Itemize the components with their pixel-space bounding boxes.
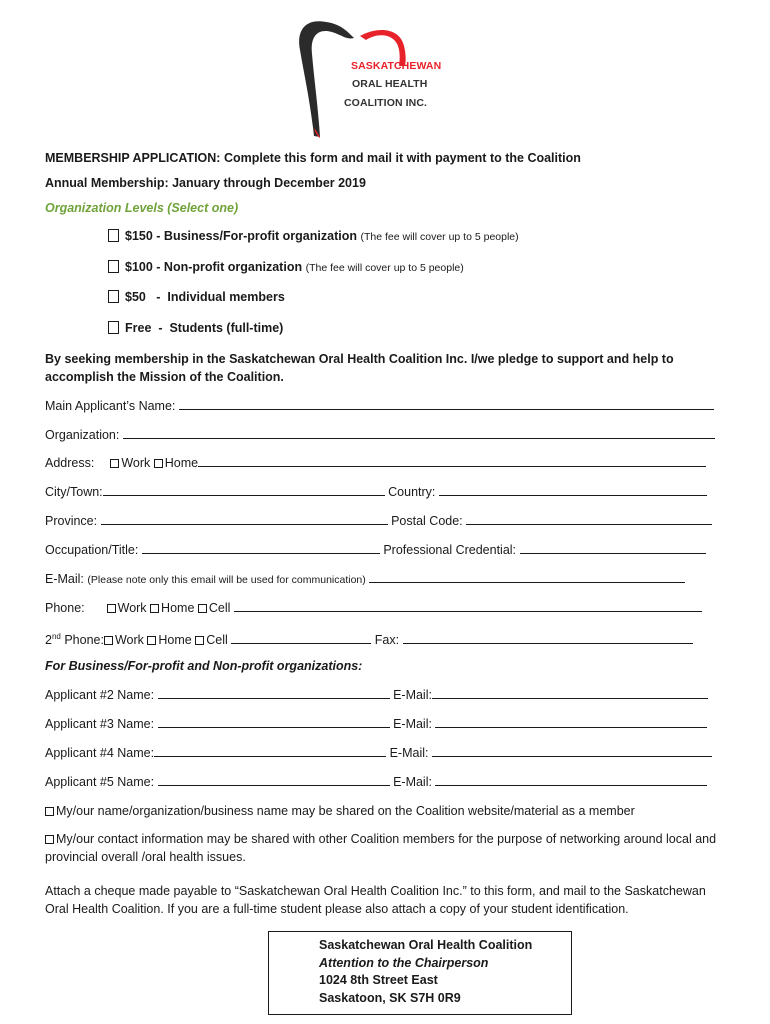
- email-row: [45, 571, 685, 588]
- phone2-field[interactable]: [231, 632, 371, 644]
- coalition-logo: [296, 16, 456, 142]
- address-work-label: Work: [121, 456, 151, 470]
- mailing-org: Saskatchewan Oral Health Coalition: [319, 938, 533, 952]
- applicant-label: Applicant #3 Name:: [45, 717, 155, 731]
- applicant-email-label: E-Mail:: [389, 746, 429, 760]
- phone2-label: Phone:: [64, 633, 104, 648]
- level-label: $100 - Non-profit organization: [125, 260, 303, 274]
- applicant-email-label: E-Mail:: [393, 717, 432, 731]
- applicant-email-field[interactable]: [435, 716, 707, 728]
- level-note: (The fee will cover up to 5 people): [360, 231, 519, 243]
- applicant-name-field[interactable]: [158, 687, 390, 699]
- address-row: [45, 455, 706, 471]
- phone2-work-label: Work: [114, 633, 144, 648]
- email-field[interactable]: [369, 571, 685, 583]
- applicant-label: Applicant #2 Name:: [45, 688, 155, 702]
- email-note: (Please note only this email will be used for communication): [87, 574, 366, 586]
- mailing-attention: Attention to the Chairperson: [319, 955, 489, 970]
- address-field[interactable]: [198, 455, 706, 467]
- organization-field[interactable]: [123, 427, 715, 439]
- phone2-home-checkbox[interactable]: [147, 636, 156, 645]
- province-field[interactable]: [101, 513, 388, 525]
- phone-row: [45, 600, 702, 616]
- city-label: City/Town:: [45, 485, 103, 499]
- form-title: MEMBERSHIP APPLICATION: Complete this form and mail it with payment to the Coalition: [45, 151, 581, 165]
- level-checkbox[interactable]: [108, 290, 119, 303]
- province-label: Province:: [45, 514, 98, 528]
- fax-label: Fax:: [374, 633, 400, 648]
- attach-instructions: Attach a cheque made payable to “Saskatchewan Oral Health Coalition Inc.” to this form, and mail to the Saskatchewan Oral Health Coalition. If you are a full-time student please also attach a copy of your student identification.: [45, 884, 706, 916]
- applicant-row: [45, 774, 707, 790]
- level-checkbox[interactable]: [108, 321, 119, 334]
- occupation-label: Occupation/Title:: [45, 543, 139, 557]
- consent-share-name: [45, 803, 635, 819]
- level-checkbox[interactable]: [108, 229, 119, 242]
- consent-share-name-label: My/our name/organization/business name may be shared on the Coalition website/material as a member: [56, 804, 635, 818]
- credential-label: Professional Credential:: [383, 543, 517, 557]
- address-home-label: Home: [164, 456, 199, 470]
- phone2-fax-row: [45, 629, 693, 648]
- level-option-nonprofit[interactable]: [108, 260, 464, 274]
- phone-home-checkbox[interactable]: [150, 604, 159, 613]
- applicant-label: Applicant #4 Name:: [45, 746, 155, 760]
- email-label: E-Mail:: [45, 572, 84, 586]
- phone2-home-label: Home: [158, 633, 192, 648]
- mailing-address-box: [268, 931, 572, 1015]
- phone2-sup: nd: [51, 632, 61, 641]
- phone2-work-checkbox[interactable]: [104, 636, 113, 645]
- occupation-field[interactable]: [142, 542, 380, 554]
- applicant-email-field[interactable]: [435, 774, 707, 786]
- credential-field[interactable]: [520, 542, 706, 554]
- level-option-student[interactable]: [108, 321, 283, 335]
- mailing-city: Saskatoon, SK S7H 0R9: [319, 990, 461, 1005]
- level-note: (The fee will cover up to 5 people): [305, 262, 464, 274]
- consent-share-contact-label: My/our contact information may be shared with other Coalition members for the purpose of networking around local and provincial overall /oral health issues.: [45, 832, 717, 864]
- main-applicant-label: Main Applicant’s Name:: [45, 399, 176, 413]
- phone-home-label: Home: [161, 601, 195, 615]
- phone-label: Phone:: [45, 601, 85, 615]
- organization-label: Organization:: [45, 428, 120, 442]
- address-work-checkbox[interactable]: [110, 459, 119, 468]
- address-label: Address:: [45, 456, 95, 470]
- consent-share-contact-checkbox[interactable]: [45, 835, 54, 844]
- annual-membership: Annual Membership: January through December 2019: [45, 176, 366, 190]
- logo-text-oral-health: ORAL HEALTH: [352, 78, 428, 90]
- city-country-row: [45, 484, 707, 500]
- fax-field[interactable]: [403, 632, 693, 644]
- organization-row: [45, 427, 715, 443]
- phone-work-checkbox[interactable]: [107, 604, 116, 613]
- phone-cell-label: Cell: [208, 601, 231, 615]
- phone2-prefix: 2: [45, 633, 52, 648]
- level-checkbox[interactable]: [108, 260, 119, 273]
- province-postal-row: [45, 513, 712, 529]
- applicant-name-field[interactable]: [158, 774, 390, 786]
- main-applicant-row: [45, 398, 714, 414]
- phone2-cell-checkbox[interactable]: [195, 636, 204, 645]
- country-label: Country:: [388, 485, 436, 499]
- city-field[interactable]: [103, 484, 385, 496]
- applicant-row: [45, 745, 712, 761]
- applicant-row: [45, 716, 707, 732]
- postal-label: Postal Code:: [391, 514, 463, 528]
- applicant-name-field[interactable]: [154, 745, 386, 757]
- level-option-business[interactable]: [108, 229, 519, 243]
- applicant-email-label: E-Mail:: [393, 775, 432, 789]
- applicant-email-field[interactable]: [432, 745, 712, 757]
- applicant-email-label: E-Mail:: [393, 688, 432, 702]
- postal-field[interactable]: [466, 513, 712, 525]
- logo-text-saskatchewan: SASKATCHEWAN: [351, 60, 442, 72]
- applicant-label: Applicant #5 Name:: [45, 775, 155, 789]
- level-option-individual[interactable]: [108, 290, 285, 304]
- occupation-credential-row: [45, 542, 706, 558]
- pledge-statement: By seeking membership in the Saskatchewan Oral Health Coalition Inc. I/we pledge to support and help to accomplish the Mission of the Coalition.: [45, 352, 674, 384]
- address-home-checkbox[interactable]: [154, 459, 163, 468]
- level-label: $150 - Business/For-profit organization: [125, 229, 357, 243]
- main-applicant-field[interactable]: [179, 398, 714, 410]
- mailing-street: 1024 8th Street East: [319, 973, 438, 987]
- consent-share-name-checkbox[interactable]: [45, 807, 54, 816]
- applicant-email-field[interactable]: [432, 687, 708, 699]
- phone-work-label: Work: [117, 601, 147, 615]
- consent-share-contact: [45, 831, 725, 866]
- business-heading: For Business/For-profit and Non-profit organizations:: [45, 659, 363, 673]
- applicant-row: [45, 687, 708, 703]
- logo-text-coalition: COALITION INC.: [344, 97, 428, 109]
- country-field[interactable]: [439, 484, 707, 496]
- level-label: Free - Students (full-time): [125, 321, 284, 335]
- phone-field[interactable]: [234, 600, 702, 612]
- phone-cell-checkbox[interactable]: [198, 604, 207, 613]
- organization-levels-heading: Organization Levels (Select one): [45, 201, 239, 215]
- phone2-cell-label: Cell: [206, 633, 228, 648]
- level-label: $50 - Individual members: [125, 290, 285, 304]
- applicant-name-field[interactable]: [158, 716, 390, 728]
